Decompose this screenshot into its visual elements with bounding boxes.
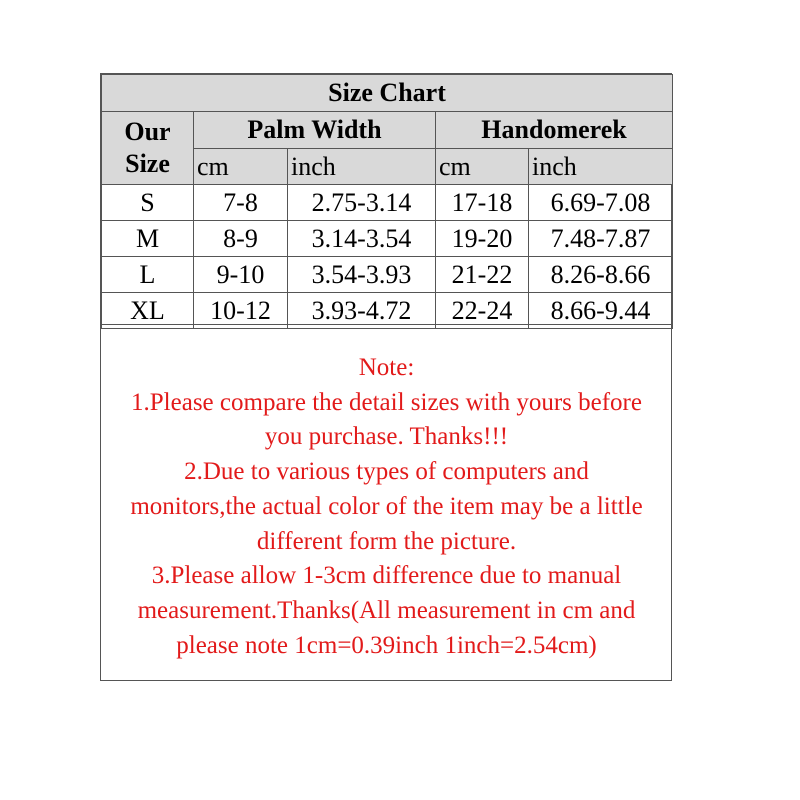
hand-cm-cell: 21-22 <box>436 257 529 293</box>
table-row <box>102 185 673 221</box>
hand-inch-cell: 6.69-7.08 <box>529 185 673 221</box>
hand-cm-cell: 19-20 <box>436 221 529 257</box>
size-label: Size <box>125 149 170 178</box>
unit-header: inch <box>529 149 673 185</box>
note-line: 2.Due to various types of computers and <box>184 458 589 486</box>
palm-inch-cell: 3.54-3.93 <box>288 257 436 293</box>
palm-cm-cell: 8-9 <box>194 221 288 257</box>
size-chart <box>100 73 672 681</box>
chart-title: Size Chart <box>102 75 673 112</box>
palm-inch-cell: 3.14-3.54 <box>288 221 436 257</box>
size-cell: L <box>102 257 194 293</box>
note-line: please note 1cm=0.39inch 1inch=2.54cm) <box>176 631 597 659</box>
palm-width-header: Palm Width <box>194 112 436 149</box>
palm-inch-cell: 2.75-3.14 <box>288 185 436 221</box>
our-size-label: Our <box>124 116 171 146</box>
size-cell: XL <box>102 293 194 329</box>
handomerek-header: Handomerek <box>436 112 673 149</box>
hand-inch-cell: 8.66-9.44 <box>529 293 673 329</box>
unit-header: cm <box>436 149 529 185</box>
note-heading: Note: <box>358 354 415 381</box>
our-size-header <box>102 112 194 185</box>
palm-cm-cell: 9-10 <box>194 257 288 293</box>
hand-inch-cell: 8.26-8.66 <box>529 257 673 293</box>
table-row <box>102 257 673 293</box>
note-line: you purchase. Thanks!!! <box>264 423 509 451</box>
palm-inch-cell: 3.93-4.72 <box>288 293 436 329</box>
unit-header: cm <box>194 149 288 185</box>
unit-header: inch <box>288 149 436 185</box>
size-cell: M <box>102 221 194 257</box>
size-table <box>101 74 673 329</box>
palm-cm-cell: 7-8 <box>194 185 288 221</box>
title-row <box>102 75 673 112</box>
hand-inch-cell: 7.48-7.87 <box>529 221 673 257</box>
size-cell: S <box>102 185 194 221</box>
hand-cm-cell: 17-18 <box>436 185 529 221</box>
note-line: 1.Please compare the detail sizes with yours before <box>131 388 642 416</box>
header-row-1 <box>102 112 673 149</box>
note-line: 3.Please allow 1-3cm difference due to manual <box>151 562 622 590</box>
note-line: measurement.Thanks(All measurement in cm and <box>137 596 636 624</box>
notes-section <box>101 324 672 681</box>
note-line: monitors,the actual color of the item may be a little <box>130 492 643 520</box>
table-row <box>102 221 673 257</box>
hand-cm-cell: 22-24 <box>436 293 529 329</box>
palm-cm-cell: 10-12 <box>194 293 288 329</box>
note-line: different form the picture. <box>256 527 517 555</box>
